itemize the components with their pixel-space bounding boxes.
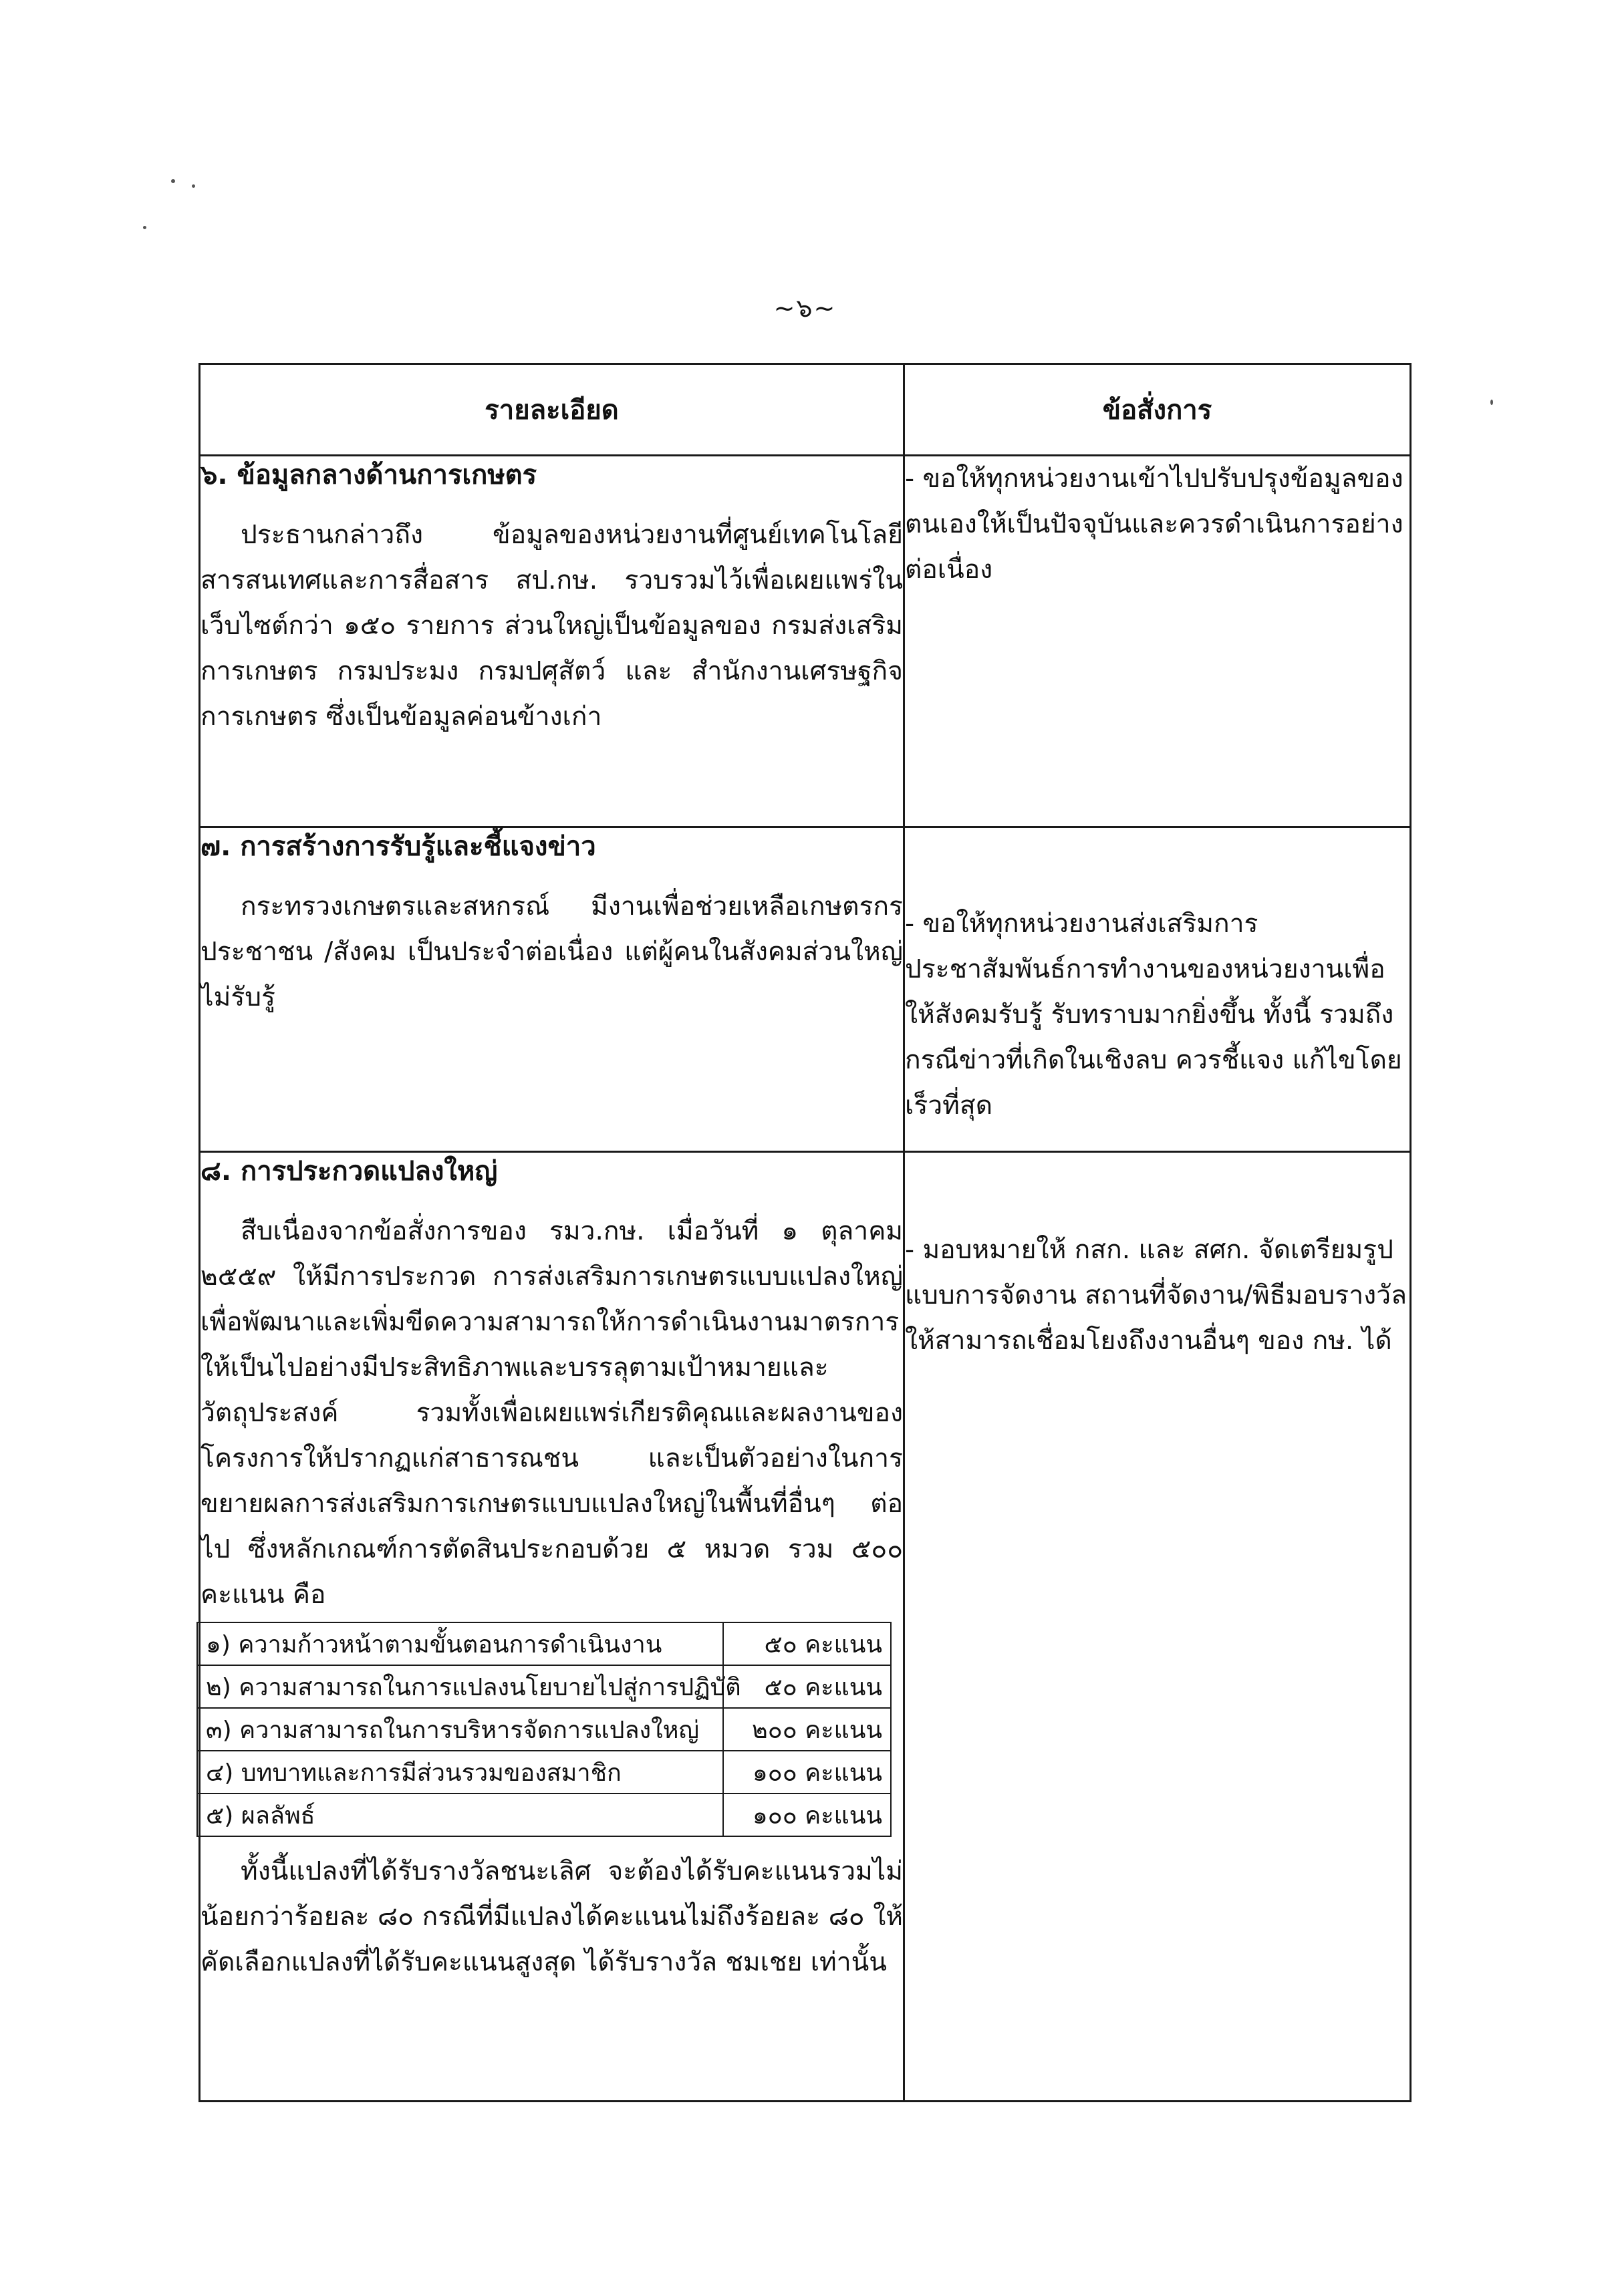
criteria-item: ๓) ความสามารถในการบริหารจัดการแปลงใหญ่ bbox=[197, 1708, 723, 1751]
page-number: ~๖~ bbox=[773, 293, 837, 323]
criteria-row bbox=[197, 1665, 891, 1708]
section-paragraph: ประธานกล่าวถึง ข้อมูลของหน่วยงานที่ศูนย์เทคโนโลยีสารสนเทศและการสื่อสาร สป.กษ. รวบรวมไว้เพื่อเผยแพร่ในเว็บไซต์กว่า ๑๕๐ รายการ ส่วนใหญ่เป็นข้อมูลของ กรมส่งเสริมการเกษตร กรมประมง กรมปศุสัตว์ และ สำนักงานเศรษฐกิจการเกษตร ซึ่งเป็นข้อมูลค่อนข้างเก่า bbox=[200, 520, 903, 732]
section-title: ๗. การสร้างการรับรู้และชี้แจงข่าว bbox=[200, 831, 596, 862]
criteria-score: ๕๐ คะแนน bbox=[723, 1665, 891, 1708]
details-cell bbox=[200, 456, 904, 827]
header-directive: ข้อสั่งการ bbox=[904, 364, 1411, 456]
table-row bbox=[200, 827, 1411, 1152]
criteria-score: ๕๐ คะแนน bbox=[723, 1622, 891, 1665]
criteria-row bbox=[197, 1622, 891, 1665]
details-cell bbox=[200, 1152, 904, 2102]
scan-speck bbox=[171, 179, 175, 183]
section-paragraph: กระทรวงเกษตรและสหกรณ์ มีงานเพื่อช่วยเหลือเกษตรกร ประชาชน /สังคม เป็นประจำต่อเนื่อง แต่ผู้คนในสังคมส่วนใหญ่ไม่รับรู้ bbox=[200, 891, 903, 1012]
table-row bbox=[200, 1152, 1411, 2102]
section-paragraph: สืบเนื่องจากข้อสั่งการของ รมว.กษ. เมื่อวันที่ ๑ ตุลาคม ๒๕๕๙ ให้มีการประกวด การส่งเสริมการเกษตรแบบแปลงใหญ่ เพื่อพัฒนาและเพิ่มขีดความสามารถให้การดำเนินงานมาตรการให้เป็นไปอย่างมีประสิทธิภาพและบรรลุตามเป้าหมายและวัตถุประสงค์ รวมทั้งเพื่อเผยแพร่เกียรติคุณและผลงานของโครงการให้ปรากฏแก่สาธารณชน และเป็นตัวอย่างในการ ขยายผลการส่งเสริมการเกษตรแบบแปลงใหญ่ในพื้นที่อื่นๆ ต่อไป ซึ่งหลักเกณฑ์การตัดสินประกอบด้วย ๕ หมวด รวม ๕๐๐ คะแนน คือ bbox=[200, 1216, 903, 1610]
criteria-row bbox=[197, 1708, 891, 1751]
section-title: ๖. ข้อมูลกลางด้านการเกษตร bbox=[200, 460, 537, 490]
directive-text: - ขอให้ทุกหน่วยงานเข้าไปปรับปรุงข้อมูลของตนเองให้เป็นปัจจุบันและควรดำเนินการอย่างต่อเนื่อง bbox=[905, 464, 1403, 585]
scan-speck bbox=[1490, 400, 1493, 405]
closing-paragraph: ทั้งนี้แปลงที่ได้รับรางวัลชนะเลิศ จะต้องได้รับคะแนนรวมไม่น้อยกว่าร้อยละ ๘๐ กรณีที่มีแปลงได้คะแนนไม่ถึงร้อยละ ๘๐ ให้คัดเลือกแปลงที่ได้รับคะแนนสูงสุด ได้รับรางวัล ชมเชย เท่านั้น bbox=[200, 1856, 903, 1977]
scan-speck bbox=[192, 184, 195, 188]
table-header-row bbox=[200, 364, 1411, 456]
criteria-score: ๒๐๐ คะแนน bbox=[723, 1708, 891, 1751]
criteria-score: ๑๐๐ คะแนน bbox=[723, 1751, 891, 1793]
section-title: ๘. การประกวดแปลงใหญ่ bbox=[200, 1156, 498, 1187]
directive-cell bbox=[904, 456, 1411, 827]
table-row bbox=[200, 456, 1411, 827]
criteria-table bbox=[196, 1622, 892, 1837]
criteria-item: ๑) ความก้าวหน้าตามขั้นตอนการดำเนินงาน bbox=[197, 1622, 723, 1665]
directive-text: - มอบหมายให้ กสก. และ สศก. จัดเตรียมรูปแบบการจัดงาน สถานที่จัดงาน/พิธีมอบรางวัล ให้สามารถเชื่อมโยงถึงงานอื่นๆ ของ กษ. ได้ bbox=[905, 1235, 1407, 1356]
directive-cell bbox=[904, 1152, 1411, 2102]
header-details: รายละเอียด bbox=[200, 364, 904, 456]
scan-speck bbox=[143, 226, 146, 229]
directive-text: - ขอให้ทุกหน่วยงานส่งเสริมการประชาสัมพันธ์การทำงานของหน่วยงานเพื่อให้สังคมรับรู้ รับทราบมากยิ่งขึ้น ทั้งนี้ รวมถึงกรณีข่าวที่เกิดในเชิงลบ ควรชี้แจง แก้ไขโดยเร็วที่สุด bbox=[905, 909, 1402, 1121]
criteria-score: ๑๐๐ คะแนน bbox=[723, 1793, 891, 1836]
criteria-item: ๔) บทบาทและการมีส่วนรวมของสมาชิก bbox=[197, 1751, 723, 1793]
directive-cell bbox=[904, 827, 1411, 1152]
criteria-row bbox=[197, 1793, 891, 1836]
criteria-row bbox=[197, 1751, 891, 1793]
details-cell bbox=[200, 827, 904, 1152]
meeting-table bbox=[198, 363, 1412, 2102]
criteria-item: ๒) ความสามารถในการแปลงนโยบายไปสู่การปฏิบัติ bbox=[197, 1665, 723, 1708]
criteria-item: ๕) ผลลัพธ์ bbox=[197, 1793, 723, 1836]
